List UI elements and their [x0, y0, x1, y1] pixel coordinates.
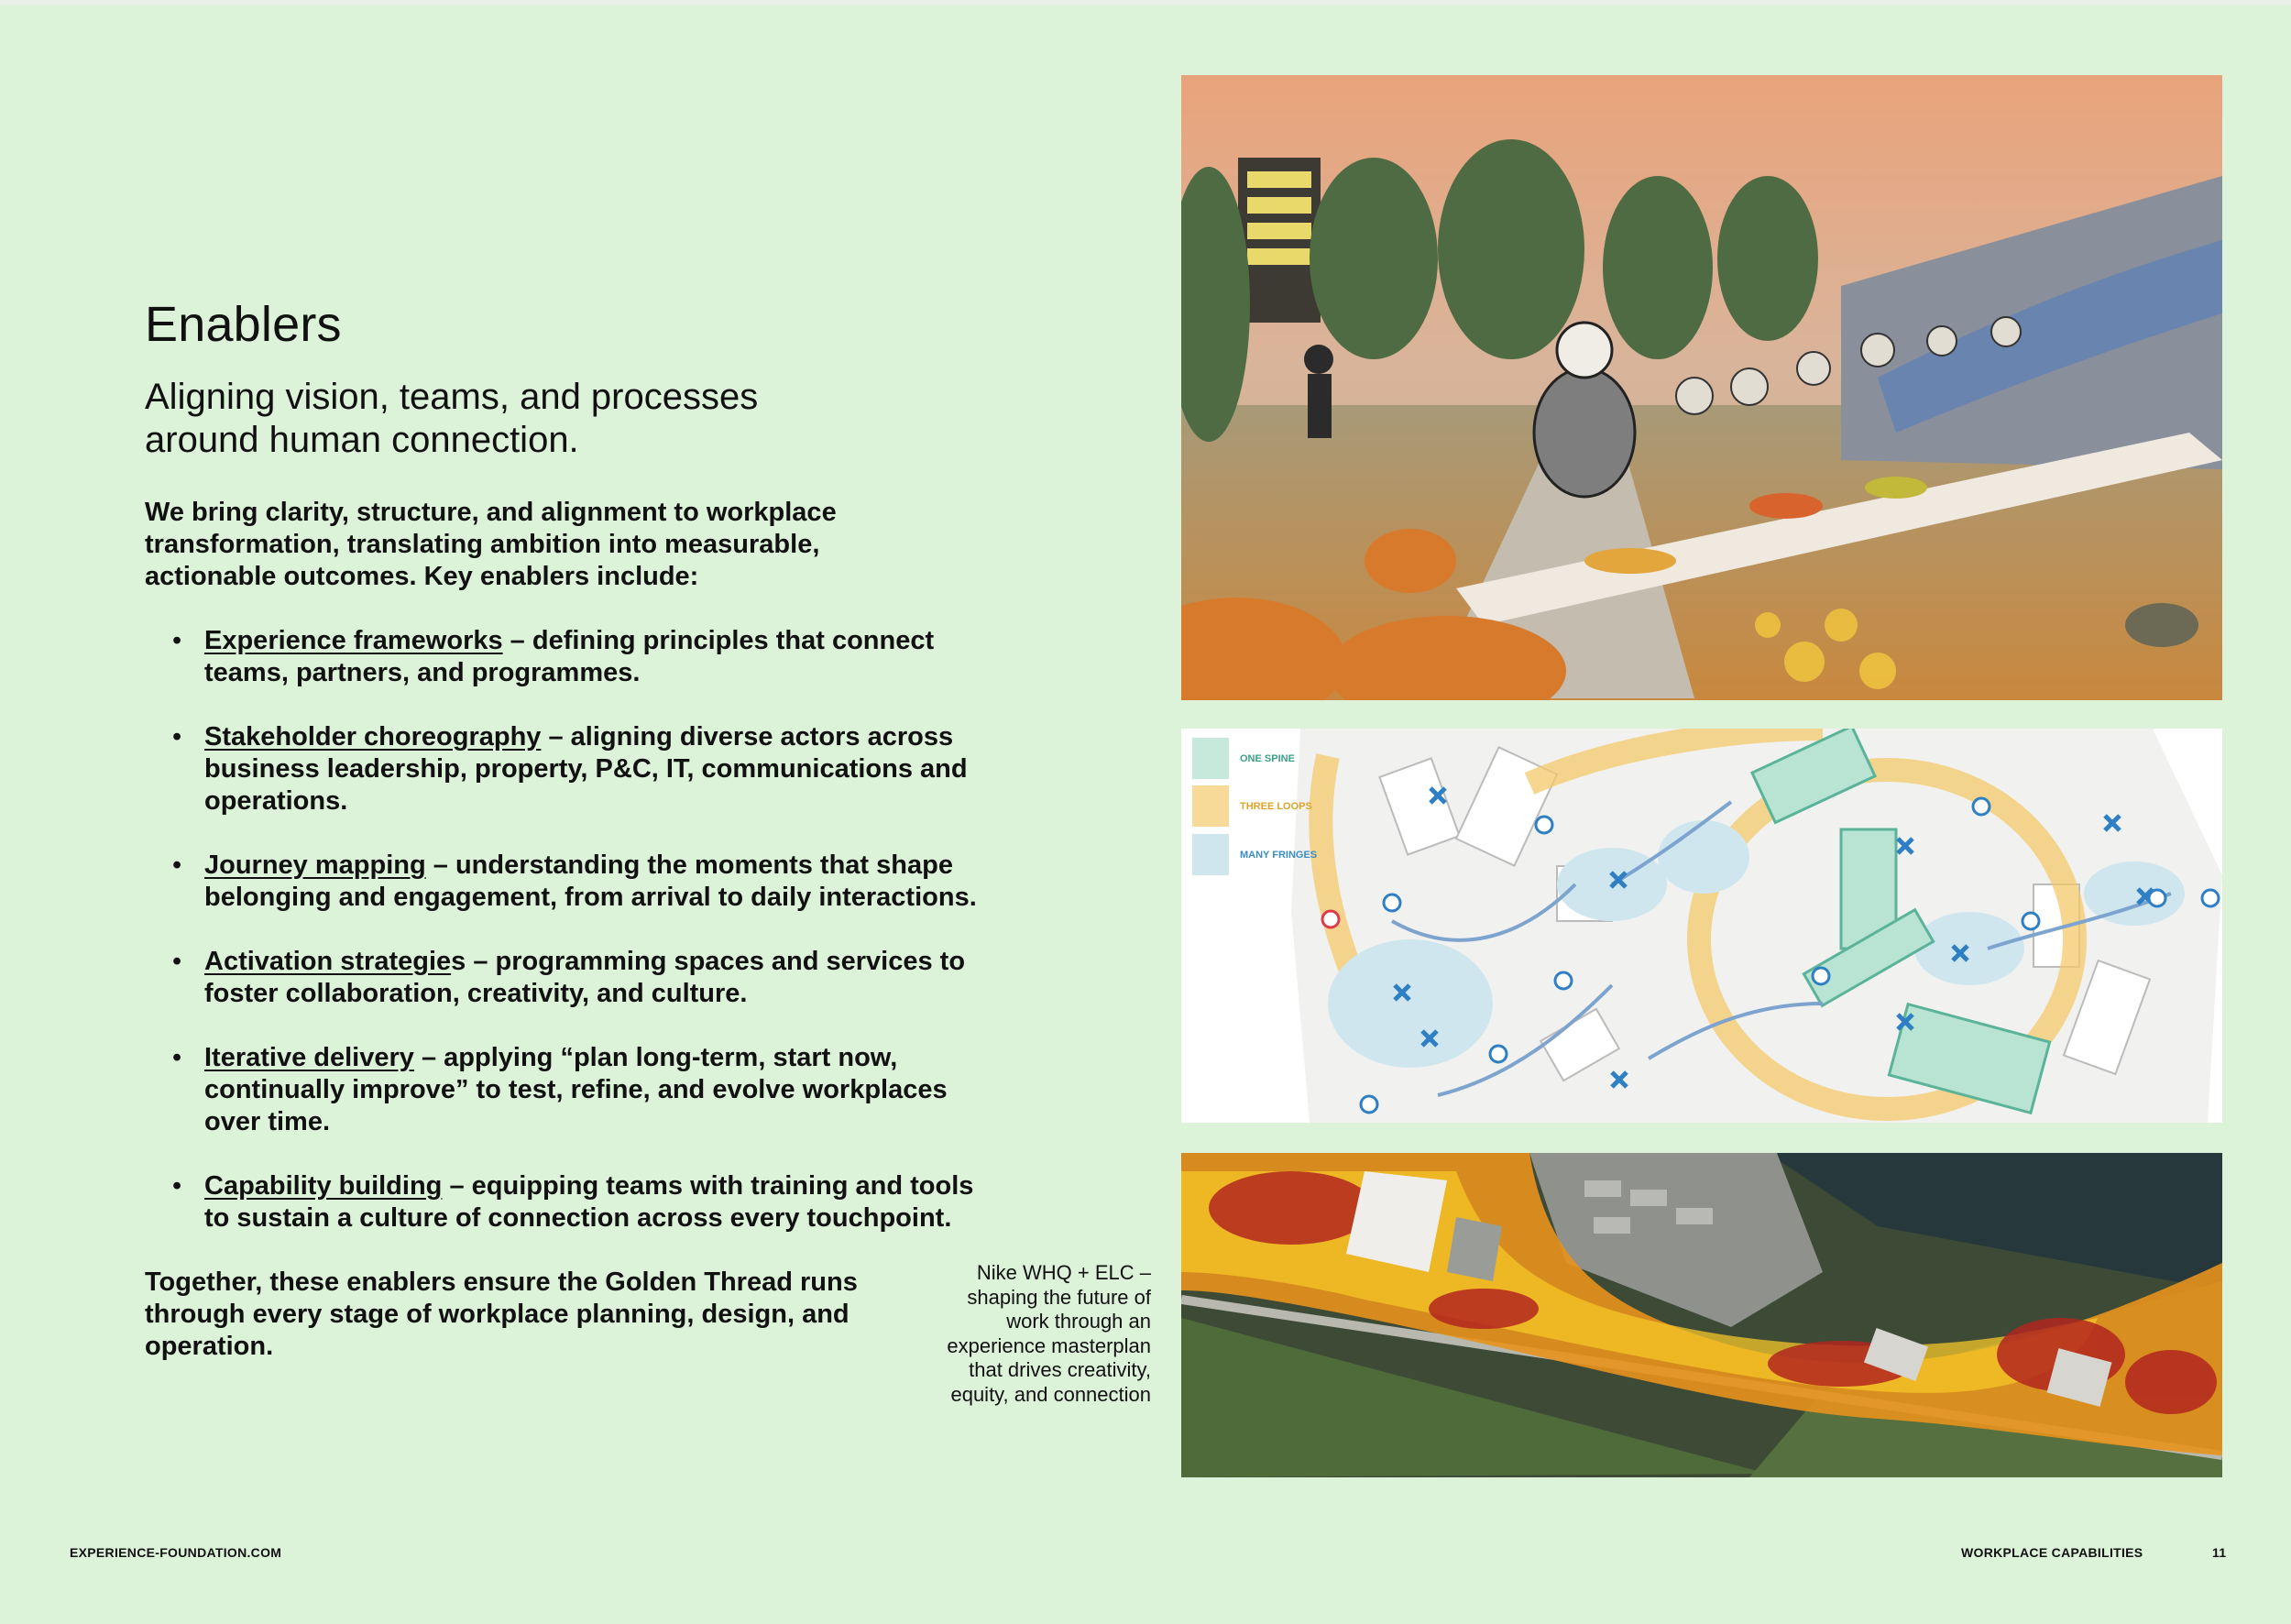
intro-paragraph: We bring clarity, structure, and alignment to workplace transformation, translating ambition into measurable, actionable outcomes. Key enablers include: [145, 498, 837, 591]
enablers-list [145, 625, 988, 1234]
enabler-term: Experience frameworks [204, 626, 503, 655]
footer-section: WORKPLACE CAPABILITIES [1961, 1545, 2143, 1560]
illustration-image [1181, 75, 2222, 700]
enabler-term: Capability building [204, 1171, 443, 1201]
enabler-text: – understanding the moments that shape belonging and engagement, from arrival to daily interactions. [204, 850, 977, 912]
legend-three-loops: THREE LOOPS [1240, 801, 1312, 812]
enabler-text: – applying “plan long-term, start now, continually improve” to test, refine, and evolve workplaces over time. [204, 1043, 948, 1136]
enabler-text: – aligning diverse actors across business leadership, property, P&C, IT, communications and operations. [204, 722, 968, 816]
bullet-icon: • [172, 722, 182, 752]
footer-site: EXPERIENCE-FOUNDATION.COM [70, 1545, 282, 1560]
bullet-icon: • [172, 947, 182, 976]
list-item [145, 1170, 988, 1234]
legend-many-fringes: MANY FRINGES [1240, 850, 1318, 861]
bullet-icon: • [172, 1171, 182, 1201]
list-item [145, 850, 988, 914]
page-title: Enablers [145, 297, 342, 352]
enabler-term: Activation strategie [204, 947, 452, 976]
enabler-term: Stakeholder choreography [204, 722, 542, 752]
enabler-text: – defining principles that connect teams, partners, and programmes. [204, 626, 935, 687]
aerial-heatmap-image [1181, 1153, 2222, 1477]
bullet-icon: • [172, 1043, 182, 1072]
top-band [0, 0, 2291, 5]
page-number: 11 [2212, 1545, 2227, 1560]
page-subtitle: Aligning vision, teams, and processes around human connection. [145, 377, 759, 460]
enabler-text: s – programming spaces and services to foster collaboration, creativity, and culture. [204, 947, 966, 1008]
list-item [145, 625, 988, 689]
enabler-text: – equipping teams with training and tools to sustain a culture of connection across every touchpoint. [204, 1171, 974, 1233]
legend-one-spine: ONE SPINE [1240, 753, 1295, 764]
list-item [145, 1042, 988, 1138]
bullet-icon: • [172, 626, 182, 655]
outro-paragraph: Together, these enablers ensure the Golden Thread runs through every stage of workplace planning, design, and operation. [145, 1267, 858, 1361]
image-caption: Nike WHQ + ELC – shaping the future of work through an experience masterplan that drives creativity, equity, and connection [947, 1261, 1151, 1406]
masterplan-diagram [1181, 729, 2222, 1123]
enabler-term: Iterative delivery [204, 1043, 414, 1072]
bullet-icon: • [172, 850, 182, 880]
enabler-term: Journey mapping [204, 850, 426, 880]
list-item [145, 721, 988, 817]
list-item [145, 946, 988, 1010]
text-column [145, 295, 988, 1363]
